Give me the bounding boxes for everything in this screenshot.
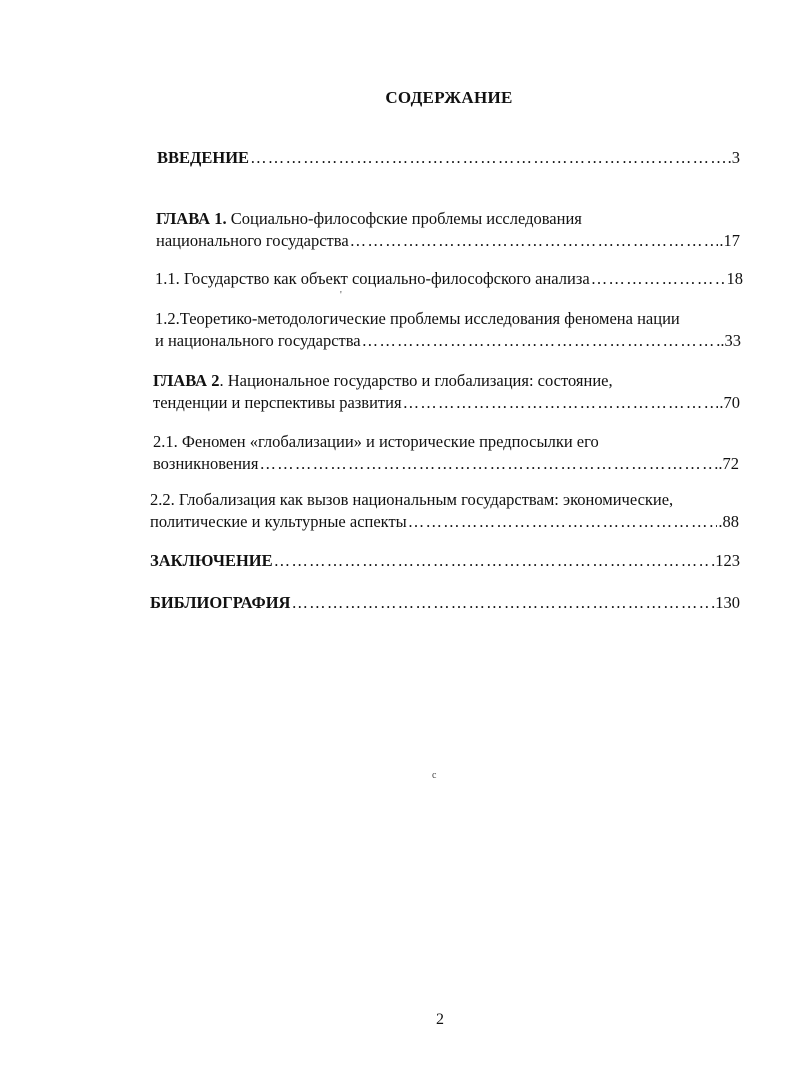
scan-speck: ' xyxy=(340,290,342,301)
toc-page-number: .70 xyxy=(719,393,740,412)
toc-leader-dots xyxy=(403,392,719,414)
toc-page-number: .88 xyxy=(718,512,739,531)
toc-page-number: 18 xyxy=(726,269,743,288)
toc-entry-introduction xyxy=(157,147,740,169)
toc-entry-chapter-2 xyxy=(153,370,740,414)
toc-label: 1.2.Теоретико-методологические проблемы исследования феномена нации xyxy=(155,309,680,328)
toc-leader-dots xyxy=(350,230,719,252)
toc-entry-section-2-2 xyxy=(150,489,739,533)
toc-label: ЗАКЛЮЧЕНИЕ xyxy=(150,551,273,570)
chapter-title: Социально-философские проблемы исследования xyxy=(226,209,582,228)
toc-page-number: .123 xyxy=(711,551,740,570)
toc-label: БИБЛИОГРАФИЯ xyxy=(150,593,291,612)
toc-label: ВВЕДЕНИЕ xyxy=(157,148,250,167)
toc-leader-dots xyxy=(362,330,716,352)
toc-page-number: .130 xyxy=(711,593,740,612)
toc-leader-dots xyxy=(259,453,713,475)
toc-entry-chapter-1 xyxy=(156,208,740,252)
page-title: СОДЕРЖАНИЕ xyxy=(385,88,513,107)
toc-label xyxy=(153,370,613,392)
chapter-title: . Национальное государство и глобализация: состояние, xyxy=(219,371,613,390)
toc-label: 2.2. Глобализация как вызов национальным государствам: экономические, xyxy=(150,490,674,509)
toc-label-continuation: политические и культурные аспекты xyxy=(150,512,407,531)
scan-speck: c xyxy=(432,770,437,781)
toc-page-number: ..72 xyxy=(714,454,739,473)
toc-label: 2.1. Феномен «глобализации» и исторические предпосылки его xyxy=(153,432,599,451)
toc-page-number: .17 xyxy=(719,231,740,250)
toc-entry-section-2-1 xyxy=(153,431,739,475)
toc-label-continuation: возникновения xyxy=(153,454,259,473)
toc-label-continuation: тенденции и перспективы развития xyxy=(153,393,402,412)
toc-entry-conclusion xyxy=(150,550,740,572)
toc-entry-section-1-1 xyxy=(155,268,743,290)
toc-leader-dots xyxy=(408,511,718,533)
toc-leader-dots xyxy=(291,592,710,614)
page-number: 2 xyxy=(436,1011,444,1028)
toc-entry-section-1-2 xyxy=(155,308,741,352)
toc-entry-bibliography xyxy=(150,592,740,614)
toc-leader-dots xyxy=(250,147,727,169)
toc-leader-dots xyxy=(274,550,711,572)
toc-page-number: .3 xyxy=(727,148,740,167)
chapter-prefix: ГЛАВА 1. xyxy=(156,209,227,228)
toc-leader-dots xyxy=(591,268,726,290)
toc-label-continuation: и национального государства xyxy=(155,331,361,350)
toc-page-number: ..33 xyxy=(716,331,741,350)
toc-label: 1.1. Государство как объект социально-философского анализа xyxy=(155,269,590,288)
toc-label xyxy=(156,208,582,230)
toc-label-continuation: национального государства xyxy=(156,231,349,250)
chapter-prefix: ГЛАВА 2 xyxy=(153,371,220,390)
